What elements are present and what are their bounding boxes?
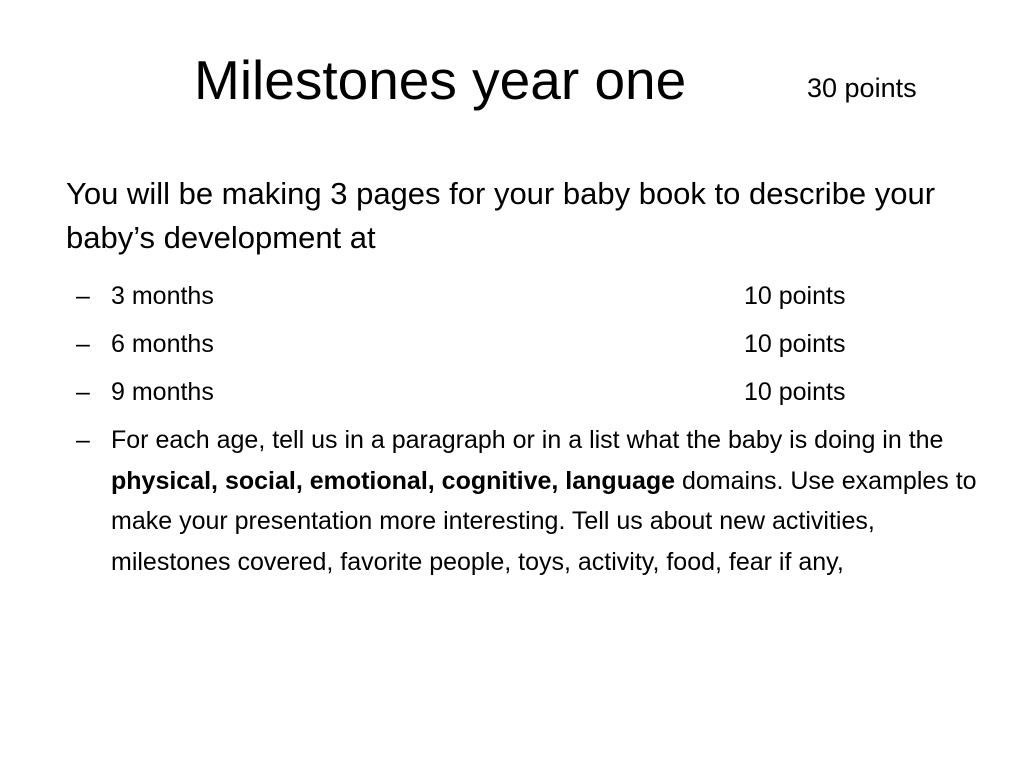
bullet-dash: –	[76, 378, 90, 406]
item-label: 6 months	[111, 330, 214, 358]
item-points: 10 points	[744, 330, 846, 358]
intro-text: You will be making 3 pages for your baby book to describe your baby’s development at	[66, 176, 936, 255]
bullet-dash: –	[76, 330, 90, 358]
item-points: 10 points	[744, 378, 846, 406]
list-item-paragraph	[66, 420, 986, 582]
item-points: 10 points	[744, 282, 846, 310]
slide-title: Milestones year one	[194, 49, 687, 111]
paragraph-bold-domains: physical, social, emotional, cognitive, language	[111, 466, 676, 495]
paragraph-text	[111, 420, 991, 582]
list-item	[66, 276, 986, 316]
bullet-list	[66, 276, 986, 590]
paragraph-start: For each age, tell us in a paragraph or in a list what the baby is doing in the	[111, 426, 944, 454]
bullet-dash: –	[76, 282, 90, 310]
list-item	[66, 372, 986, 412]
item-label: 3 months	[111, 282, 214, 310]
list-item	[66, 324, 986, 364]
title-row	[0, 44, 1024, 124]
bullet-dash: –	[76, 426, 90, 454]
paragraph-end: domains. Use examples to make your presentation more interesting. Tell us about new activities, milestones covered, favorite people, toys, activity, food, fear if any,	[111, 466, 977, 576]
title-points: 30 points	[807, 73, 917, 103]
item-label: 9 months	[111, 378, 214, 406]
